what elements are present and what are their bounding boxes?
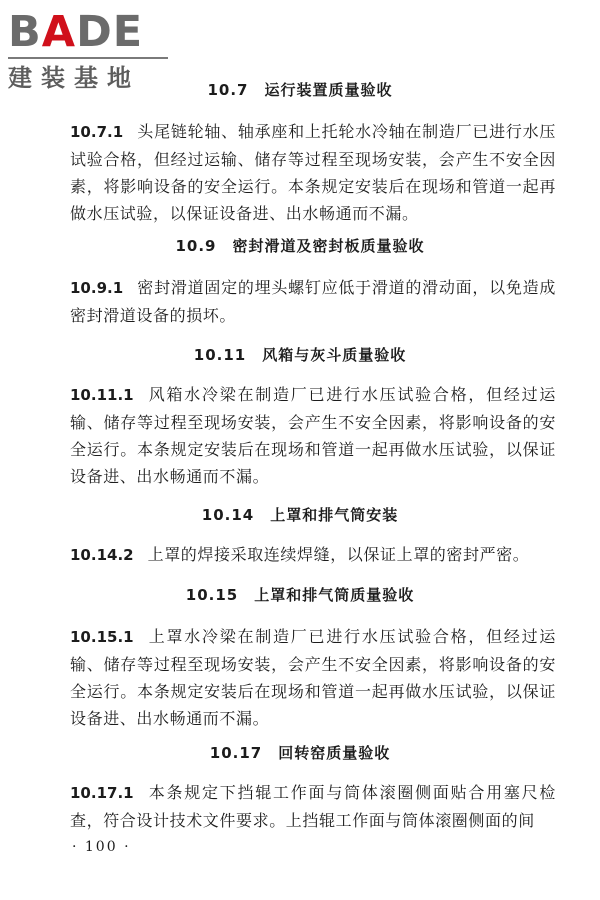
section-heading-10-9: 10.9 密封滑道及密封板质量验收 bbox=[175, 237, 425, 255]
logo-accent-letter: A bbox=[41, 7, 77, 57]
clause-10-9-1: 10.9.1 密封滑道固定的埋头螺钉应低于滑道的滑动面，以免造成密封滑道设备的损坏。 bbox=[70, 278, 556, 325]
page-number: · 100 · bbox=[72, 839, 131, 855]
clause-10-7-1: 10.7.1 头尾链轮轴、轴承座和上托轮水冷轴在制造厂已进行水压试验合格，但经过运输、储存等过程至现场安装，会产生不安全因素，将影响设备的安全运行。本条规定安装后在现场和管道一起再做水压试验，以保证设备进、出水畅通而不漏。 bbox=[70, 122, 556, 223]
section-heading-10-15: 10.15 上罩和排气筒质量验收 bbox=[185, 586, 415, 604]
clause-10-15-1: 10.15.1 上罩水冷梁在制造厂已进行水压试验合格，但经过运输、储存等过程至现场安装，会产生不安全因素，将影响设备的安全运行。本条规定安装后在现场和管道一起再做水压试验，以保证设备进、出水畅通而不漏。 bbox=[70, 627, 556, 728]
clause-10-17-1: 10.17.1 本条规定下挡辊工作面与筒体滚圈侧面贴合用塞尺检查，符合设计技术文件要求。上挡辊工作面与筒体滚圈侧面的间 bbox=[70, 783, 556, 830]
logo-subtitle: 建装基地 bbox=[8, 64, 140, 92]
section-heading-10-14: 10.14 上罩和排气筒安装 bbox=[201, 506, 399, 524]
clause-10-11-1: 10.11.1 风箱水冷梁在制造厂已进行水压试验合格，但经过运输、储存等过程至现场安装，会产生不安全因素，将影响设备的安全运行。本条规定安装后在现场和管道一起再做水压试验，以保证设备进、出水畅通而不漏。 bbox=[70, 385, 556, 486]
logo-divider bbox=[8, 57, 168, 59]
section-heading-10-7: 10.7 运行装置质量验收 bbox=[207, 81, 393, 99]
section-heading-10-17: 10.17 回转窑质量验收 bbox=[209, 744, 391, 762]
logo-wordmark: BADE bbox=[8, 7, 144, 57]
clause-10-14-2: 10.14.2 上罩的焊接采取连续焊缝，以保证上罩的密封严密。 bbox=[70, 545, 530, 564]
section-heading-10-11: 10.11 风箱与灰斗质量验收 bbox=[193, 346, 407, 364]
